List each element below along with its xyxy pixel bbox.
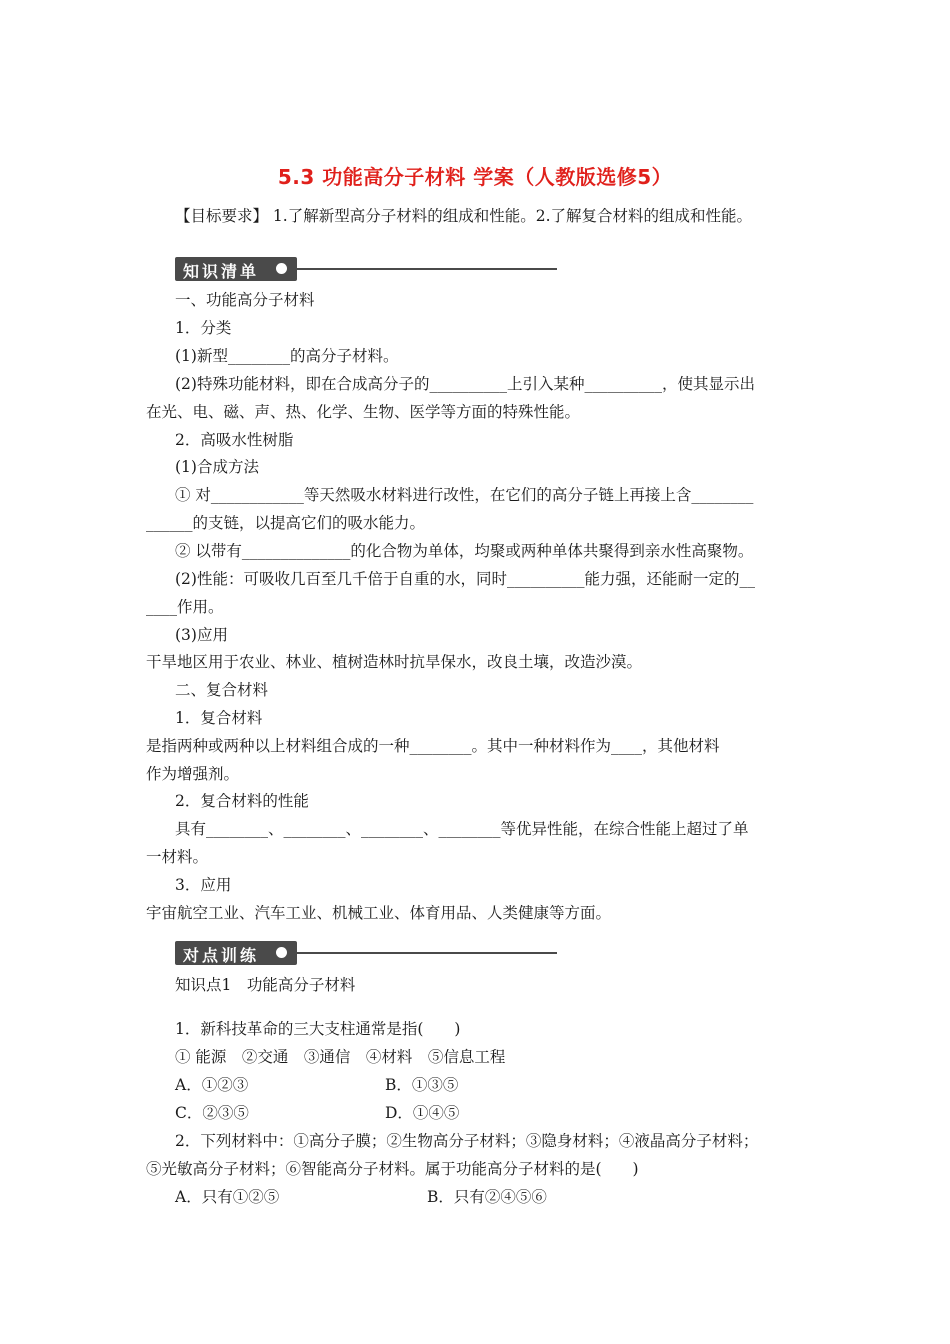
heading-functional-polymers: 一、功能高分子材料: [175, 291, 315, 309]
text-line: ______的支链，以提高它们的吸水能力。: [146, 514, 426, 532]
text-line: (2)性能：可吸收几百至几千倍于自重的水，同时__________能力强，还能耐一定的__: [175, 570, 755, 588]
text-line: ② 以带有______________的化合物为单体，均聚或两种单体共聚得到亲水性高聚物。: [175, 542, 754, 560]
question-2: 2．下列材料中：①高分子膜；②生物高分子材料；③隐身材料；④液晶高分子材料；: [175, 1132, 759, 1150]
text-line: (3)应用: [175, 626, 228, 644]
text-line: 宇宙航空工业、汽车工业、机械工业、体育用品、人类健康等方面。: [146, 904, 612, 922]
question-1: 1．新科技革命的三大支柱通常是指( ): [175, 1020, 461, 1038]
bullet-dot-icon: [276, 947, 287, 958]
text-line: 2．高吸水性树脂: [175, 431, 294, 449]
section-header-label: 知识清单: [183, 262, 260, 281]
question-1-items: ① 能源 ②交通 ③通信 ④材料 ⑤信息工程: [175, 1048, 506, 1066]
option-b: B．只有②④⑤⑥: [427, 1188, 547, 1206]
text-line: 在光、电、磁、声、热、化学、生物、医学等方面的特殊性能。: [146, 403, 581, 421]
text-line: (2)特殊功能材料，即在合成高分子的__________上引入某种__________，使其显示出: [175, 375, 755, 393]
section-header-knowledge: [175, 256, 557, 282]
document-title: 5.3 功能高分子材料 学案（人教版选修5）: [277, 165, 673, 189]
divider: [297, 268, 557, 270]
section-header-practice: [175, 940, 557, 966]
option-b: B．①③⑤: [385, 1076, 459, 1094]
text-line: 1．分类: [175, 319, 232, 337]
text-line: 一材料。: [146, 848, 209, 866]
bullet-dot-icon: [276, 263, 287, 274]
text-line: 是指两种或两种以上材料组合成的一种________。其中一种材料作为____，其他材料: [146, 737, 720, 755]
question-2-cont: ⑤光敏高分子材料；⑥智能高分子材料。属于功能高分子材料的是( ): [146, 1160, 639, 1178]
option-c: C．②③⑤: [175, 1104, 249, 1122]
section-header-label: 对点训练: [183, 946, 260, 965]
knowledge-point-title: 知识点1 功能高分子材料: [175, 976, 356, 994]
text-line: 2．复合材料的性能: [175, 792, 309, 810]
text-line: (1)新型________的高分子材料。: [175, 347, 399, 365]
divider: [297, 952, 557, 954]
text-line: 3．应用: [175, 876, 232, 894]
text-line: ____作用。: [146, 598, 224, 616]
option-d: D．①④⑤: [385, 1104, 460, 1122]
text-line: (1)合成方法: [175, 458, 259, 476]
text-line: 作为增强剂。: [146, 765, 240, 783]
text-line: 1．复合材料: [175, 709, 263, 727]
text-line: ① 对____________等天然吸水材料进行改性，在它们的高分子链上再接上含________: [175, 486, 754, 504]
text-line: 具有________、________、________、________等优异性能，在综合性能上超过了单: [175, 820, 749, 838]
heading-composite-materials: 二、复合材料: [175, 681, 269, 699]
option-a: A．①②③: [175, 1076, 249, 1094]
goal-requirements: 【目标要求】 1.了解新型高分子材料的组成和性能。2.了解复合材料的组成和性能。: [175, 207, 753, 225]
text-line: 干旱地区用于农业、林业、植树造林时抗旱保水，改良土壤，改造沙漠。: [146, 653, 643, 671]
option-a: A．只有①②⑤: [175, 1188, 280, 1206]
